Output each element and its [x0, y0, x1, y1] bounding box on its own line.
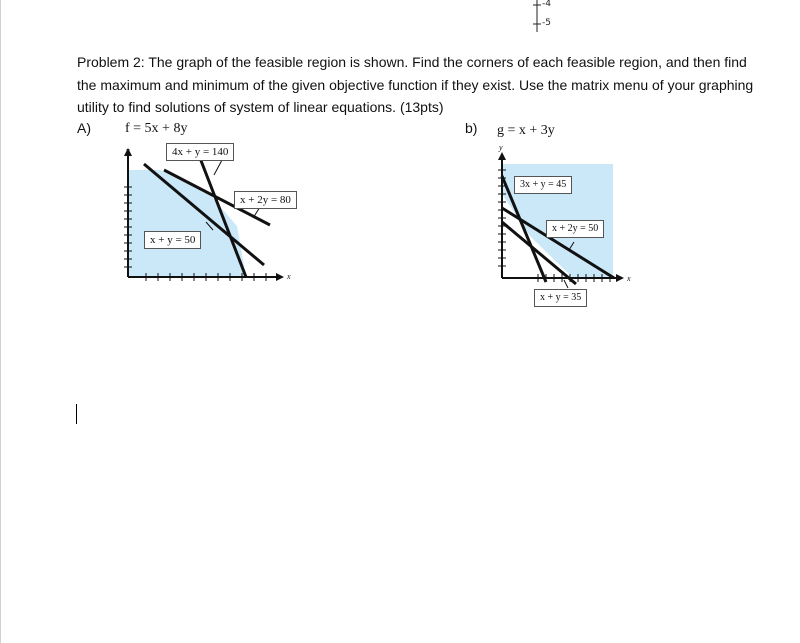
graph-a-y-label: y — [126, 146, 130, 155]
part-b-label: b) — [465, 120, 478, 136]
graph-a-feasible-region — [128, 170, 246, 277]
tick-label-minus-4: -4 — [542, 0, 551, 9]
graph-a-constraint-2: x + 2y = 80 — [234, 191, 297, 209]
graph-a-constraint-3: x + y = 50 — [144, 231, 201, 249]
graph-a-x-label: x — [287, 272, 291, 281]
graph-b-constraint-3: x + y = 35 — [534, 289, 587, 307]
previous-axis-fragment — [532, 0, 562, 37]
graph-b-y-arrow — [498, 152, 506, 160]
text-cursor[interactable] — [76, 404, 77, 424]
graph-a-constraint-1: 4x + y = 140 — [166, 143, 234, 161]
part-b-objective: g = x + 3y — [497, 123, 555, 138]
part-a-label: A) — [77, 120, 91, 136]
graph-b-y-label: y — [499, 143, 503, 152]
tick-label-minus-5: -5 — [542, 18, 551, 28]
graph-a — [110, 140, 320, 285]
graph-a-leader-1 — [214, 160, 222, 175]
graph-b-leader-3 — [564, 280, 568, 288]
graph-b-x-label: x — [627, 274, 631, 283]
page-edge — [0, 0, 1, 643]
part-a-objective: f = 5x + 8y — [125, 121, 188, 136]
problem-statement: Problem 2: The graph of the feasible region is shown. Find the corners of each feasible region, and then find the maximum and minimum of the given objective function if they exist. Use the matrix menu of your graphing utility to find solutions of system of linear equations. (13pts) — [77, 54, 754, 115]
graph-b-constraint-1: 3x + y = 45 — [514, 176, 572, 194]
graph-a-x-arrow — [276, 273, 284, 281]
graph-b-constraint-2: x + 2y = 50 — [546, 220, 604, 238]
graph-b-x-arrow — [616, 274, 624, 282]
graph-b — [490, 140, 640, 310]
graph-a-canvas — [110, 140, 320, 285]
